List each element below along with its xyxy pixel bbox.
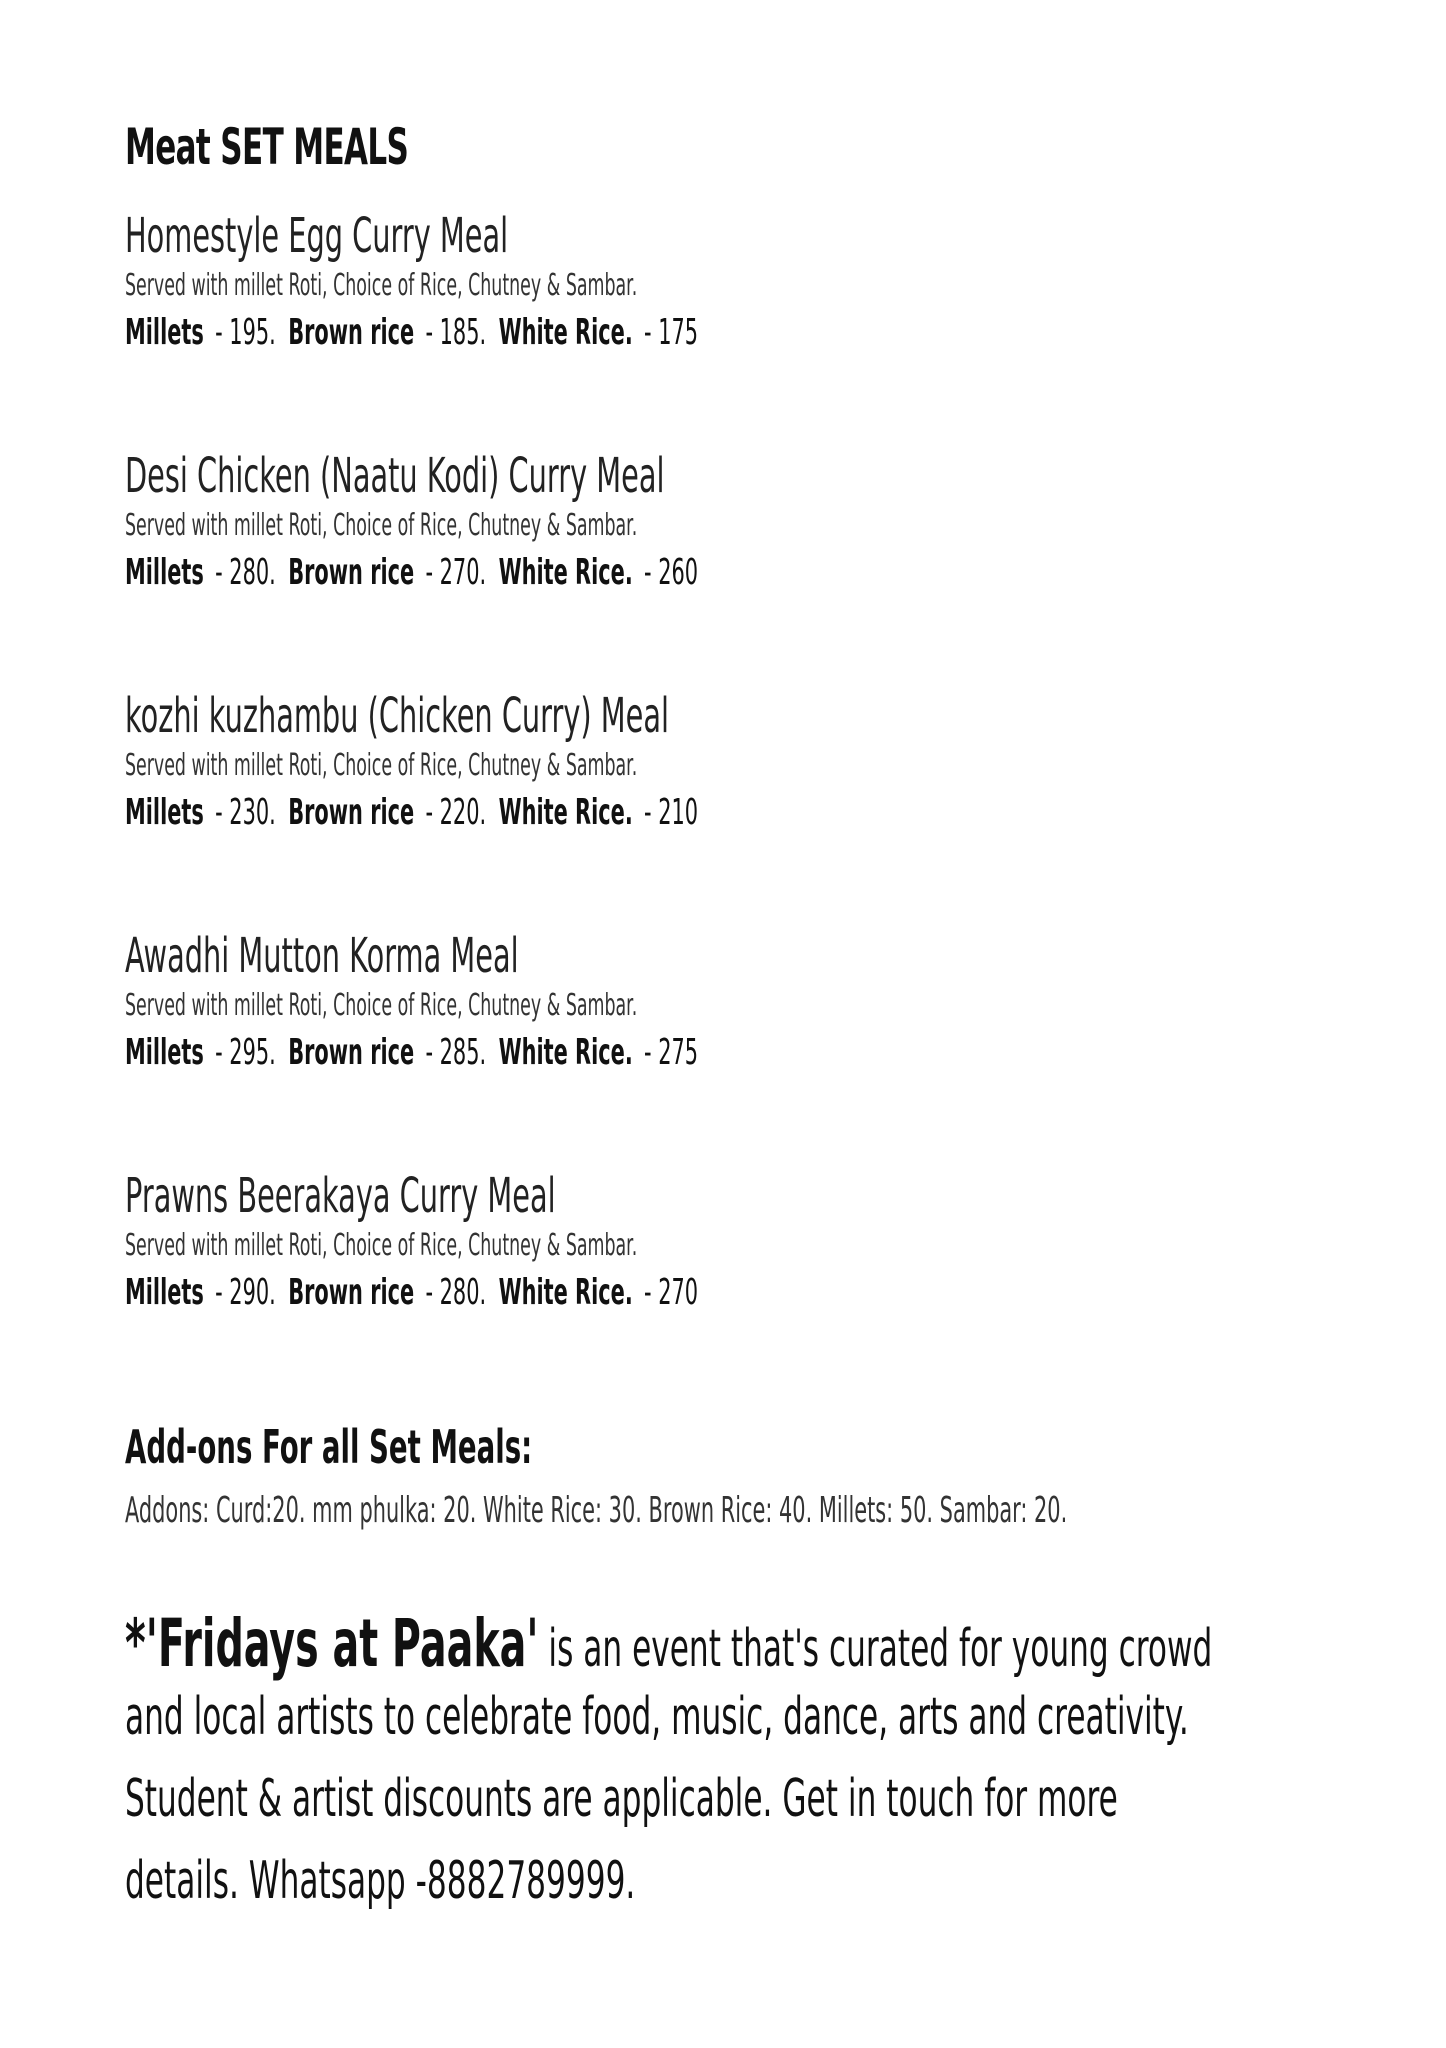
white-rice-price: - 210 xyxy=(644,792,699,833)
brown-rice-label: Brown rice xyxy=(288,1272,415,1313)
meal-description: Served with millet Roti, Choice of Rice, Chutney & Sambar. xyxy=(125,1228,638,1263)
white-rice-label: White Rice. xyxy=(498,792,633,833)
fridays-event-note xyxy=(125,1605,1345,1933)
event-name: *'Fridays at Paaka' xyxy=(125,1605,539,1682)
brown-rice-label: Brown rice xyxy=(288,792,415,833)
brown-rice-price: - 280. xyxy=(425,1272,487,1313)
millets-label: Millets xyxy=(125,552,204,593)
millets-price: - 280. xyxy=(215,552,276,593)
white-rice-price: - 270 xyxy=(644,1272,699,1313)
meal-description: Served with millet Roti, Choice of Rice, Chutney & Sambar. xyxy=(125,508,638,543)
note-line-1-text: is an event that's curated for young crowd xyxy=(538,1619,1213,1679)
brown-rice-label: Brown rice xyxy=(288,1032,415,1073)
meal-prices xyxy=(125,792,821,840)
white-rice-label: White Rice. xyxy=(498,552,633,593)
meal-name: Homestyle Egg Curry Meal xyxy=(125,208,509,264)
meal-description: Served with millet Roti, Choice of Rice, Chutney & Sambar. xyxy=(125,268,638,303)
meal-name: Awadhi Mutton Korma Meal xyxy=(125,928,519,984)
meal-prices xyxy=(125,1272,821,1320)
millets-label: Millets xyxy=(125,1032,204,1073)
brown-rice-label: Brown rice xyxy=(288,552,415,593)
white-rice-label: White Rice. xyxy=(498,312,633,353)
brown-rice-label: Brown rice xyxy=(288,312,415,353)
note-line-1 xyxy=(125,1605,1213,1687)
meal-prices xyxy=(125,552,821,600)
white-rice-label: White Rice. xyxy=(498,1032,633,1073)
note-line-4: details. Whatsapp -8882789999. xyxy=(125,1851,636,1911)
meal-name: Prawns Beerakaya Curry Meal xyxy=(125,1168,556,1224)
millets-price: - 290. xyxy=(215,1272,276,1313)
millets-label: Millets xyxy=(125,312,204,353)
note-line-3: Student & artist discounts are applicable. Get in touch for more xyxy=(125,1769,1118,1829)
white-rice-price: - 175 xyxy=(644,312,699,353)
meal-description: Served with millet Roti, Choice of Rice, Chutney & Sambar. xyxy=(125,748,638,783)
meal-item xyxy=(125,208,1325,360)
millets-label: Millets xyxy=(125,1272,204,1313)
white-rice-price: - 260 xyxy=(644,552,699,593)
meal-item xyxy=(125,688,1325,840)
white-rice-label: White Rice. xyxy=(498,1272,633,1313)
meal-prices xyxy=(125,1032,821,1080)
meal-item xyxy=(125,448,1325,600)
section-title: Meat SET MEALS xyxy=(125,118,409,176)
addons-title: Add-ons For all Set Meals: xyxy=(125,1420,533,1474)
brown-rice-price: - 270. xyxy=(425,552,487,593)
meal-name: Desi Chicken (Naatu Kodi) Curry Meal xyxy=(125,448,665,504)
meal-name: kozhi kuzhambu (Chicken Curry) Meal xyxy=(125,688,670,744)
millets-price: - 195. xyxy=(215,312,276,353)
note-line-2: and local artists to celebrate food, music, dance, arts and creativity. xyxy=(125,1687,1189,1747)
brown-rice-price: - 285. xyxy=(425,1032,487,1073)
addons-text: Addons: Curd:20. mm phulka: 20. White Rice: 30. Brown Rice: 40. Millets: 50. Sambar: 20. xyxy=(125,1490,1068,1531)
millets-price: - 295. xyxy=(215,1032,276,1073)
millets-price: - 230. xyxy=(215,792,276,833)
millets-label: Millets xyxy=(125,792,204,833)
meal-item xyxy=(125,928,1325,1080)
white-rice-price: - 275 xyxy=(644,1032,699,1073)
meal-description: Served with millet Roti, Choice of Rice, Chutney & Sambar. xyxy=(125,988,638,1023)
brown-rice-price: - 185. xyxy=(425,312,487,353)
meal-prices xyxy=(125,312,821,360)
meal-item xyxy=(125,1168,1325,1320)
brown-rice-price: - 220. xyxy=(425,792,487,833)
